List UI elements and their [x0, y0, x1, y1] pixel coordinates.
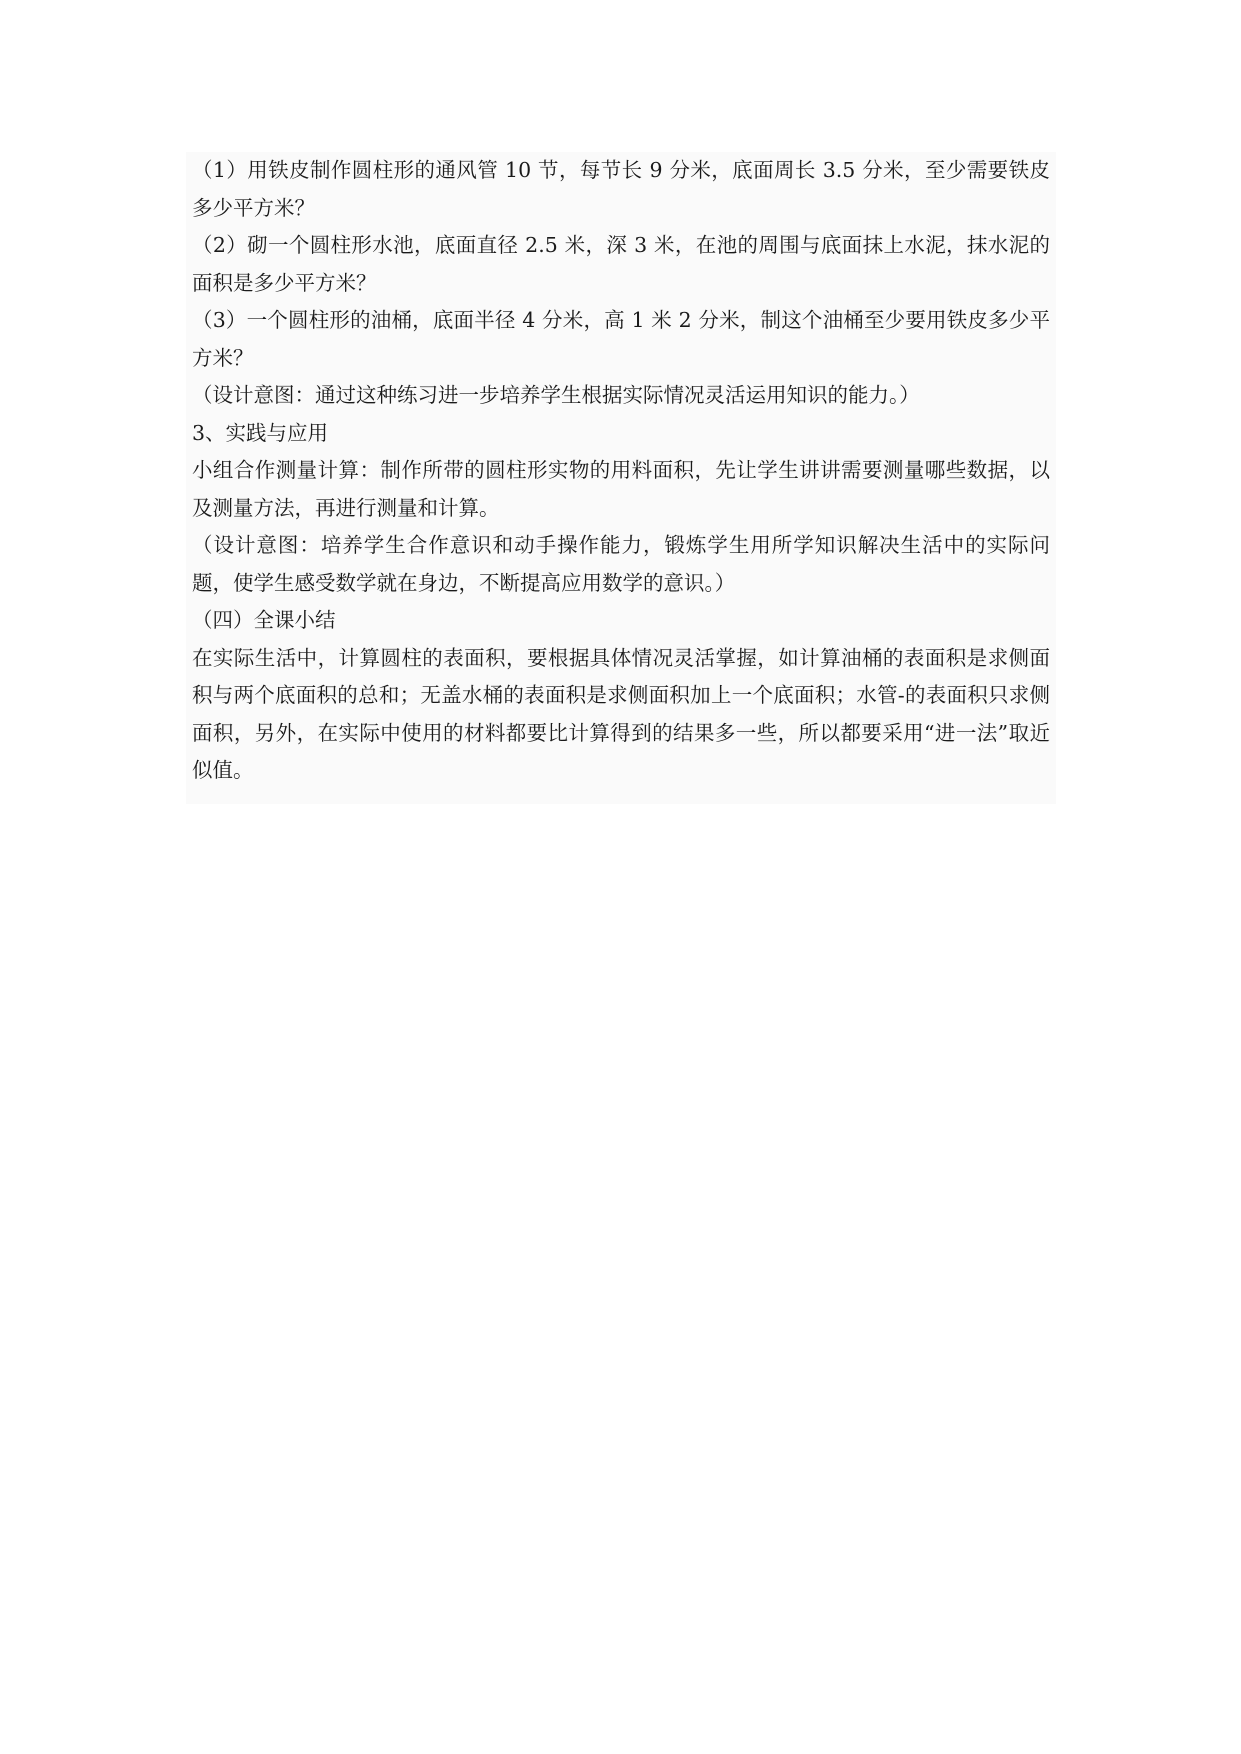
- design-intent-1: （设计意图：通过这种练习进一步培养学生根据实际情况灵活运用知识的能力。）: [192, 383, 920, 407]
- text-block: [186, 152, 1056, 804]
- group-activity: 小组合作测量计算：制作所带的圆柱形实物的用料面积，先让学生讲讲需要测量哪些数据，以及测量方法，再进行测量和计算。: [192, 458, 1050, 520]
- exercise-1: （1）用铁皮制作圆柱形的通风管 10 节，每节长 9 分米，底面周长 3.5 分米，至少需要铁皮多少平方米？: [192, 158, 1050, 220]
- exercise-2: （2）砌一个圆柱形水池，底面直径 2.5 米，深 3 米，在池的周围与底面抹上水泥，抹水泥的面积是多少平方米？: [192, 233, 1050, 295]
- summary-paragraph: 在实际生活中，计算圆柱的表面积，要根据具体情况灵活掌握，如计算油桶的表面积是求侧面积与两个底面积的总和；无盖水桶的表面积是求侧面积加上一个底面积；水管-的表面积只求侧面积，另外，在实际中使用的材料都要比计算得到的结果多一些，所以都要采用“进一法”取近似值。: [192, 645, 1050, 782]
- exercise-3: （3）一个圆柱形的油桶，底面半径 4 分米，高 1 米 2 分米，制这个油桶至少要用铁皮多少平方米？: [192, 308, 1050, 370]
- section-heading-summary: （四）全课小结: [192, 608, 336, 632]
- section-heading-practice: 3、实践与应用: [192, 420, 329, 445]
- design-intent-2: （设计意图：培养学生合作意识和动手操作能力，锻炼学生用所学知识解决生活中的实际问题，使学生感受数学就在身边，不断提高应用数学的意识。）: [192, 533, 1050, 595]
